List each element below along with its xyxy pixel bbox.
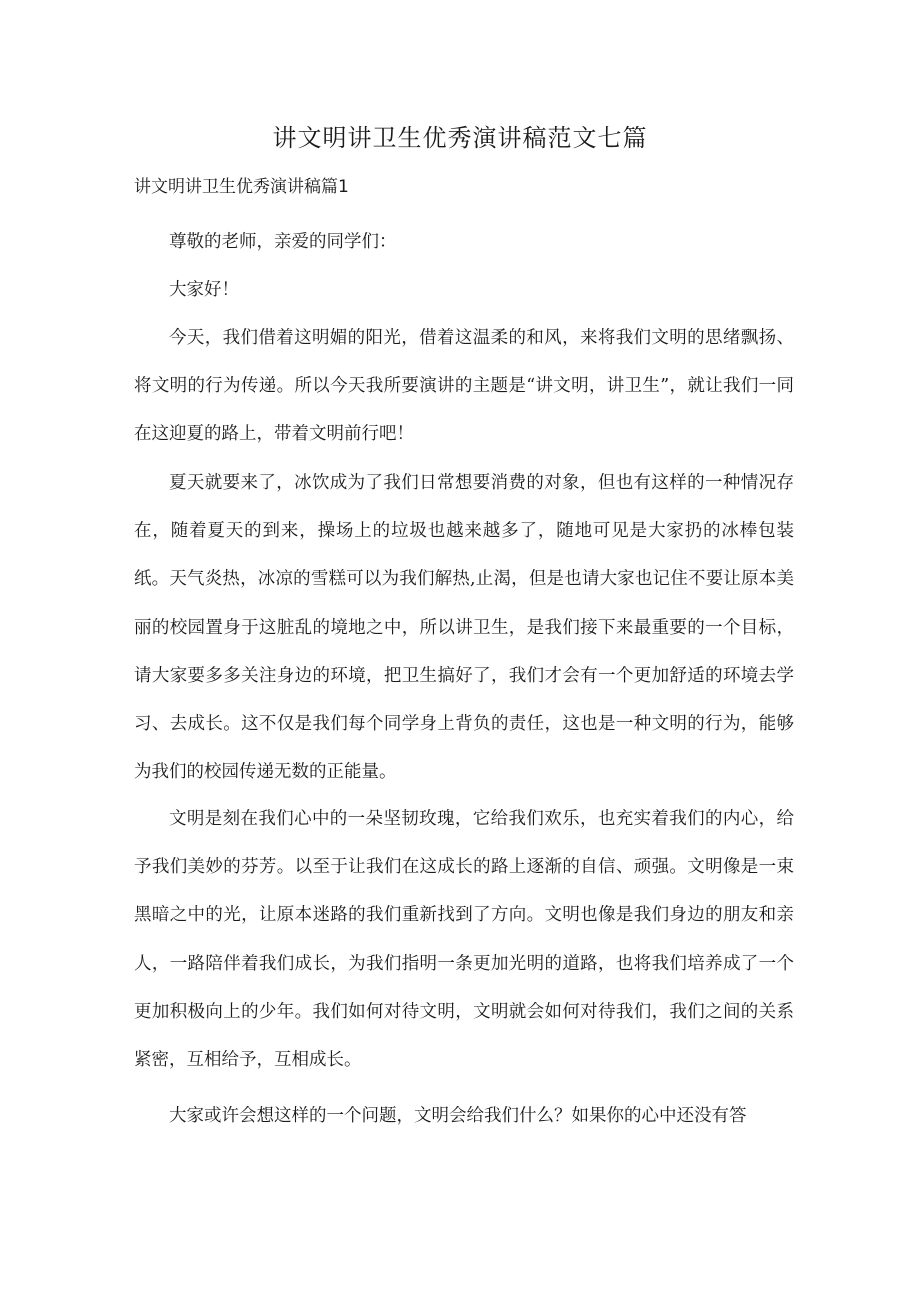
hello-paragraph: 大家好！ [169,280,239,300]
body-paragraph-4: 大家或许会想这样的一个问题，文明会给我们什么？如果你的心中还没有答 [169,1106,747,1126]
document-title: 讲文明讲卫生优秀演讲稿范文七篇 [272,124,648,152]
body-paragraph-3: 文明是刻在我们心中的一朵坚韧玫瑰，它给我们欢乐，也充实着我们的内心，给予我们美妙的芬芳。以至于让我们在这成长的路上逐渐的自信、顽强。文明像是一束黑暗之中的光，让原本迷路的我们重新找到了方向。文明也像是我们身边的朋友和亲人，一路陪伴着我们成长，为我们指明一条更加光明的道路，也将我们培养成了一个更加积极向上的少年。我们如何对待文明，文明就会如何对待我们，我们之间的关系紧密，互相给予，互相成长。 [134,809,794,1071]
section-heading: 讲文明讲卫生优秀演讲稿篇1 [134,177,349,197]
greeting-paragraph: 尊敬的老师，亲爱的同学们： [169,232,397,252]
body-paragraph-1: 今天，我们借着这明媚的阳光，借着这温柔的和风，来将我们文明的思绪飘扬、将文明的行为传递。所以今天我所要演讲的主题是“讲文明，讲卫生”，就让我们一同在这迎夏的路上，带着文明前行吧！ [134,328,794,445]
body-paragraph-2: 夏天就要来了，冰饮成为了我们日常想要消费的对象，但也有这样的一种情况存在，随着夏天的到来，操场上的垃圾也越来越多了，随地可见是大家扔的冰棒包装纸。天气炎热，冰凉的雪糕可以为我们解热,止渴，但是也请大家也记住不要让原本美丽的校园置身于这脏乱的境地之中，所以讲卫生，是我们接下来最重要的一个目标，请大家要多多关注身边的环境，把卫生搞好了，我们才会有一个更加舒适的环境去学习、去成长。这不仅是我们每个同学身上背负的责任，这也是一种文明的行为，能够为我们的校园传递无数的正能量。 [134,473,794,783]
